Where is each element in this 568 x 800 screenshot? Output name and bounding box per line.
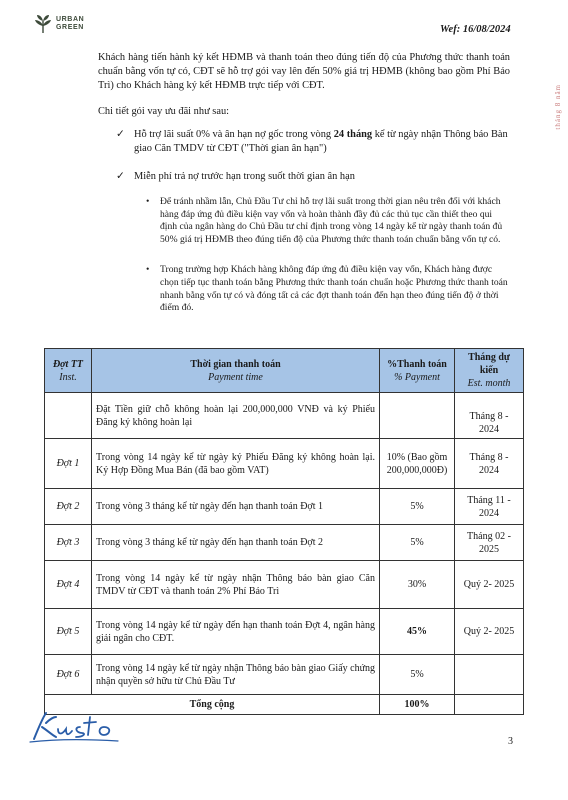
table-row — [45, 525, 524, 561]
sub2-text: Trong trường hợp Khách hàng không đáp ứng đủ điều kiện vay vốn, Khách hàng được chọn tiếp tục thanh toán bằng Phương thức thanh toán chuẩn hoặc Phương thức thanh toán nhanh bằng vốn tự có và đóng tất cả các đợt thanh toán đến hạn theo đúng tiến độ ở thời điểm đó. — [160, 264, 508, 314]
sub1-text: Để tránh nhầm lẫn, Chủ Đầu Tư chỉ hỗ trợ lãi suất trong thời gian nêu trên đối với khách hàng đáp ứng đủ điều kiện vay vốn và hoàn thành đầy đủ các thủ tục cần thiết theo qui định của ngân hàng do Chủ Đầu tư chỉ định trong vòng 14 ngày kể từ ngày thanh toán đủ 50% giá trị HĐMB theo đúng tiến độ của Phương thức thanh toán chuẩn bằng vốn tự có. — [160, 196, 503, 245]
table-row — [45, 489, 524, 525]
header-payment-percent: %Thanh toán % Payment — [380, 349, 455, 393]
cell-installment: Đợt 6 — [45, 655, 92, 695]
intro-paragraph: Khách hàng tiến hành ký kết HĐMB và thanh toán theo đúng tiến độ của Phương thức thanh toán chuẩn bằng vốn tự có, CĐT sẽ hỗ trợ gói vay lên đến 50% giá trị HĐMB (không bao gồm Phí Bảo Trì) cho Khách hàng ký kết HĐMB trực tiếp với CĐT. — [98, 52, 510, 91]
header-payment-time: Thời gian thanh toán Payment time — [92, 349, 380, 393]
cell-installment: Đợt 1 — [45, 439, 92, 489]
table-row — [45, 655, 524, 695]
cell-estimated-month: Tháng 02 - 2025 — [455, 525, 524, 561]
bullet-interest-support — [114, 128, 510, 156]
cell-payment-percent: 30% — [380, 561, 455, 609]
cell-payment-percent: 10% (Bao gồm 200,000,000Đ) — [380, 439, 455, 489]
cell-payment-percent: 45% — [380, 609, 455, 655]
cell-payment-time: Trong vòng 14 ngày kể từ ngày nhận Thông báo bàn giao Giấy chứng nhận quyền sở hữu từ Chủ Đầu Tư — [92, 655, 380, 695]
cell-estimated-month: Quý 2- 2025 — [455, 609, 524, 655]
cell-estimated-month: Tháng 8 - 2024 — [455, 393, 524, 439]
table-row — [45, 439, 524, 489]
document-body — [98, 51, 510, 315]
bullet1-text-bold: 24 tháng — [333, 129, 373, 140]
payment-schedule-table — [44, 348, 524, 715]
bullet1-text-pre: Hỗ trợ lãi suất 0% và ân hạn nợ gốc trong vòng — [134, 129, 334, 140]
cell-payment-time: Trong vòng 3 tháng kể từ ngày đến hạn thanh toán Đợt 1 — [92, 489, 380, 525]
bullet2-text: Miễn phí trả nợ trước hạn trong suốt thời gian ân hạn — [134, 171, 355, 182]
cell-installment — [45, 393, 92, 439]
cell-installment: Đợt 2 — [45, 489, 92, 525]
leaf-logo-icon — [34, 14, 52, 34]
cell-installment: Đợt 5 — [45, 609, 92, 655]
cell-installment: Đợt 3 — [45, 525, 92, 561]
bullet1-text-post: kể từ ngày nhận Thông báo Bàn giao Căn TMDV từ CĐT ("Thời gian ân hạn") — [134, 129, 508, 154]
cell-estimated-month: Tháng 8 - 2024 — [455, 439, 524, 489]
cell-payment-percent: 5% — [380, 489, 455, 525]
table-header-row — [45, 349, 524, 393]
header-installment: Đợt TT Inst. — [45, 349, 92, 393]
cell-payment-time: Trong vòng 3 tháng kể từ ngày đến hạn thanh toán Đợt 2 — [92, 525, 380, 561]
kusto-signature-logo — [26, 709, 122, 745]
logo-line-2: GREEN — [56, 24, 84, 31]
page-number: 3 — [508, 736, 513, 747]
bullet-dot-icon: • — [146, 264, 150, 276]
cell-payment-percent: 5% — [380, 525, 455, 561]
cell-payment-time: Trong vòng 14 ngày kể từ ngày ký Phiếu Đăng ký không hoàn lại. Ký Hợp Đồng Mua Bán (đã bao gồm VAT) — [92, 439, 380, 489]
cell-payment-percent: 5% — [380, 655, 455, 695]
cell-installment: Đợt 4 — [45, 561, 92, 609]
sub-bullet-clarification — [146, 196, 510, 246]
logo-line-1: URBAN — [56, 16, 85, 23]
logo-text — [56, 16, 84, 32]
table-row — [45, 561, 524, 609]
cell-payment-time: Đặt Tiền giữ chỗ không hoàn lại 200,000,000 VNĐ và ký Phiếu Đăng ký không hoàn lại — [92, 393, 380, 439]
cell-estimated-month: Quý 2- 2025 — [455, 561, 524, 609]
table-row — [45, 393, 524, 439]
cell-estimated-month — [455, 655, 524, 695]
cell-payment-percent — [380, 393, 455, 439]
side-stamp-text: tháng 8 năm — [554, 84, 562, 130]
document-reference-date: Wef: 16/08/2024 — [440, 24, 511, 35]
cell-payment-time: Trong vòng 14 ngày kể từ ngày đến hạn thanh toán Đợt 4, ngân hàng giải ngân cho CĐT. — [92, 609, 380, 655]
bullet-dot-icon: • — [146, 196, 150, 207]
bullet-early-repayment — [114, 170, 510, 184]
loan-details-heading: Chi tiết gói vay ưu đãi như sau: — [98, 106, 230, 117]
checkmark-icon: ✓ — [116, 171, 125, 182]
total-month-empty — [455, 695, 524, 715]
header-estimated-month: Tháng dự kiến Est. month — [455, 349, 524, 393]
total-percent: 100% — [380, 695, 455, 715]
cell-estimated-month: Tháng 11 - 2024 — [455, 489, 524, 525]
urban-green-logo — [34, 14, 84, 34]
checkmark-icon: ✓ — [116, 129, 125, 140]
cell-payment-time: Trong vòng 14 ngày kể từ ngày nhận Thông báo bàn giao Căn TMDV từ CĐT và thanh toán 2% Phí Bảo Trì — [92, 561, 380, 609]
sub-bullet-ineligible — [146, 264, 510, 314]
table-row — [45, 609, 524, 655]
total-label: Tổng cộng — [45, 695, 380, 715]
